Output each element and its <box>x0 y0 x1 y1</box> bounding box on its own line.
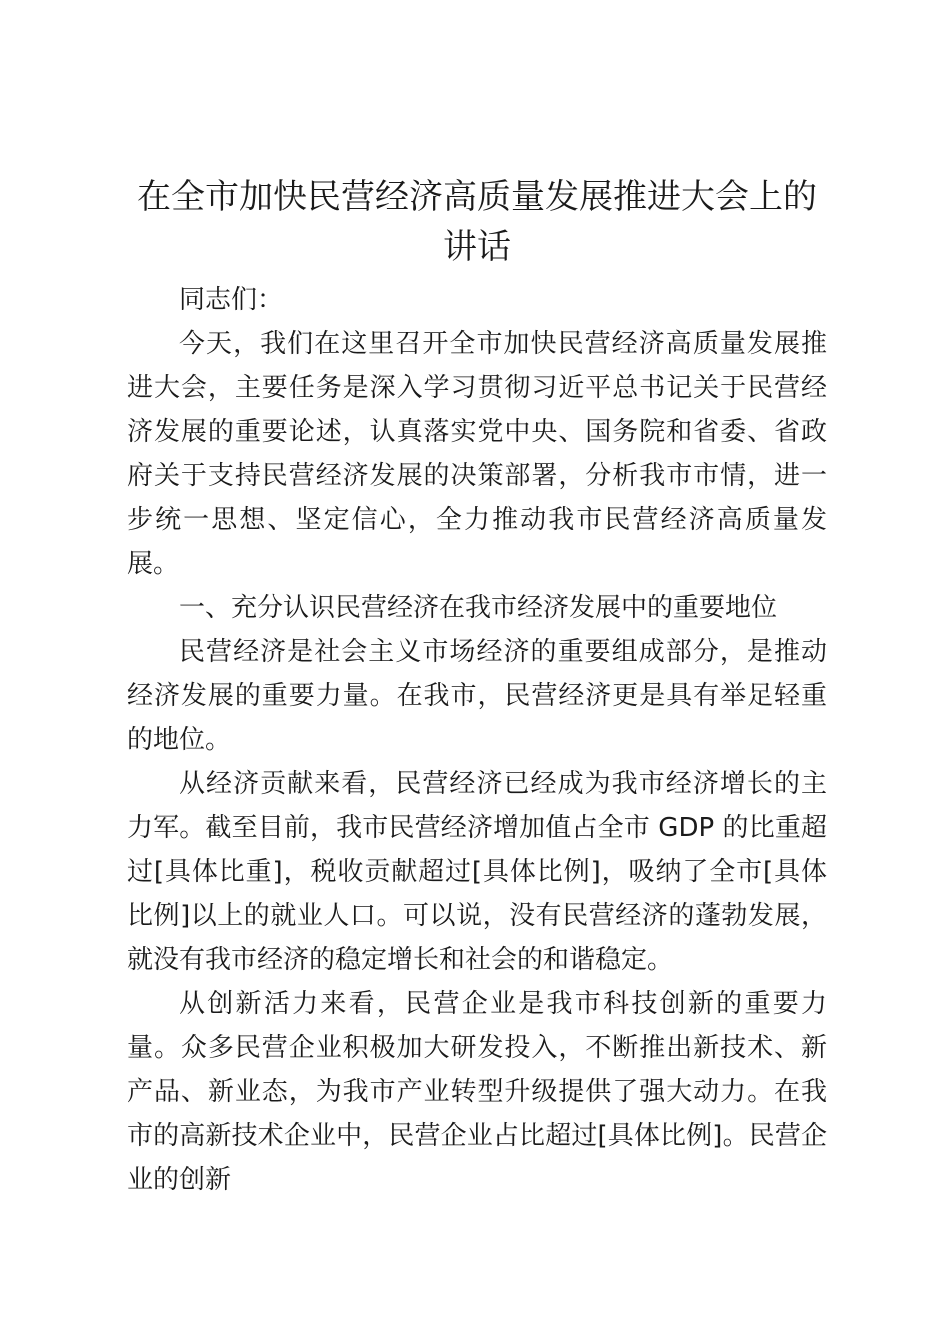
document-title: 在全市加快民营经济高质量发展推进大会上的讲话 <box>137 177 817 267</box>
section-paragraph: 从创新活力来看，民营企业是我市科技创新的重要力量。众多民营企业积极加大研发投入，不断推出新技术、新产品、新业态，为我市产业转型升级提供了强大动力。在我市的高新技术企业中，民营企业占比超过[具体比例]。民营企业的创新 <box>127 989 827 1195</box>
section-heading: 一、充分认识民营经济在我市经济发展中的重要地位 <box>179 593 778 623</box>
intro-paragraph: 今天，我们在这里召开全市加快民营经济高质量发展推进大会，主要任务是深入学习贯彻习近平总书记关于民营经济发展的重要论述，认真落实党中央、国务院和省委、省政府关于支持民营经济发展的决策部署，分析我市市情，进一步统一思想、坚定信心，全力推动我市民营经济高质量发展。 <box>127 329 827 579</box>
salutation: 同志们： <box>179 285 284 315</box>
section-paragraph: 民营经济是社会主义市场经济的重要组成部分，是推动经济发展的重要力量。在我市，民营经济更是具有举足轻重的地位。 <box>127 637 827 755</box>
section-paragraph: 从经济贡献来看，民营经济已经成为我市经济增长的主力军。截至目前，我市民营经济增加值占全市 GDP 的比重超过[具体比重]，税收贡献超过[具体比例]，吸纳了全市[具体比例]以上的就业人口。可以说，没有民营经济的蓬勃发展，就没有我市经济的稳定增长和社会的和谐稳定。 <box>127 769 827 975</box>
document-body <box>127 172 827 1202</box>
